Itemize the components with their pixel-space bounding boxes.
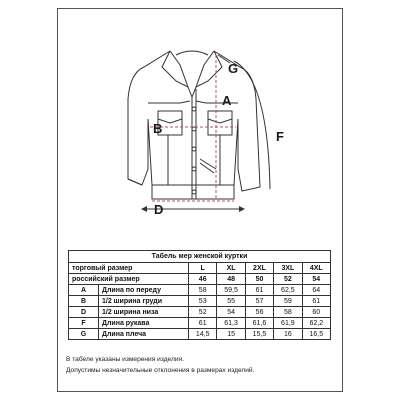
- label-d: D: [154, 202, 164, 217]
- table-cell: 64: [302, 285, 330, 296]
- row-code: G: [69, 329, 99, 340]
- table-row: [69, 296, 331, 307]
- russian-size: 46: [189, 274, 217, 285]
- russian-size: 48: [217, 274, 245, 285]
- table-cell: 55: [217, 296, 245, 307]
- table-row: [69, 274, 331, 285]
- table-cell: 60: [302, 307, 330, 318]
- table-cell: 58: [189, 285, 217, 296]
- table-cell: 15: [217, 329, 245, 340]
- russian-size: 52: [274, 274, 302, 285]
- size-table: [68, 250, 331, 340]
- row-code: D: [69, 307, 99, 318]
- table-cell: 54: [217, 307, 245, 318]
- row-label: Длина рукава: [99, 318, 189, 329]
- jacket-outline: [128, 51, 260, 199]
- table-cell: 59: [274, 296, 302, 307]
- size-col: 3XL: [274, 263, 302, 274]
- jacket-technical-drawing: [58, 9, 342, 241]
- russian-row-label: российский размер: [69, 274, 189, 285]
- row-code: B: [69, 296, 99, 307]
- label-a: A: [222, 93, 232, 108]
- sleeve-length-line: [234, 61, 270, 189]
- table-cell: 61: [189, 318, 217, 329]
- table-cell: 52: [189, 307, 217, 318]
- table-cell: 16,5: [302, 329, 330, 340]
- table-row: [69, 285, 331, 296]
- label-f: F: [276, 129, 284, 144]
- table-cell: 53: [189, 296, 217, 307]
- table-cell: 57: [245, 296, 273, 307]
- row-code: F: [69, 318, 99, 329]
- table-cell: 58: [274, 307, 302, 318]
- size-chart-sheet: [57, 8, 343, 392]
- table-header-row: [69, 263, 331, 274]
- label-g: G: [228, 61, 239, 76]
- table-row: [69, 318, 331, 329]
- measurement-lines: [150, 55, 239, 201]
- table-cell: 61,6: [245, 318, 273, 329]
- footnotes: [66, 354, 254, 376]
- row-code: A: [69, 285, 99, 296]
- row-label: 1/2 ширина груди: [99, 296, 189, 307]
- table-cell: 14,5: [189, 329, 217, 340]
- table-row: [69, 329, 331, 340]
- table-cell: 59,5: [217, 285, 245, 296]
- table-cell: 62,5: [274, 285, 302, 296]
- russian-size: 50: [245, 274, 273, 285]
- table-cell: 61,9: [274, 318, 302, 329]
- note-line: Допустимы незначительные отклонения в размерах изделий.: [66, 367, 255, 374]
- table-cell: 61: [302, 296, 330, 307]
- size-row-label: торговый размер: [69, 263, 189, 274]
- row-label: 1/2 ширина низа: [99, 307, 189, 318]
- size-col: XL: [217, 263, 245, 274]
- row-label: Длина плеча: [99, 329, 189, 340]
- table-cell: 61,3: [217, 318, 245, 329]
- size-col: 4XL: [302, 263, 330, 274]
- jacket-buttons: [192, 107, 196, 194]
- table-caption: Табель мер женской куртки: [69, 251, 331, 263]
- table-cell: 15,5: [245, 329, 273, 340]
- table-caption-row: [69, 251, 331, 263]
- size-col: L: [189, 263, 217, 274]
- russian-size: 54: [302, 274, 330, 285]
- table-row: [69, 307, 331, 318]
- size-col: 2XL: [245, 263, 273, 274]
- table-cell: 62,2: [302, 318, 330, 329]
- label-b: B: [153, 121, 163, 136]
- table-cell: 61: [245, 285, 273, 296]
- row-label: Длина по переду: [99, 285, 189, 296]
- table-cell: 56: [245, 307, 273, 318]
- note-line: В табеле указаны измерения изделия.: [66, 356, 184, 363]
- table-cell: 16: [274, 329, 302, 340]
